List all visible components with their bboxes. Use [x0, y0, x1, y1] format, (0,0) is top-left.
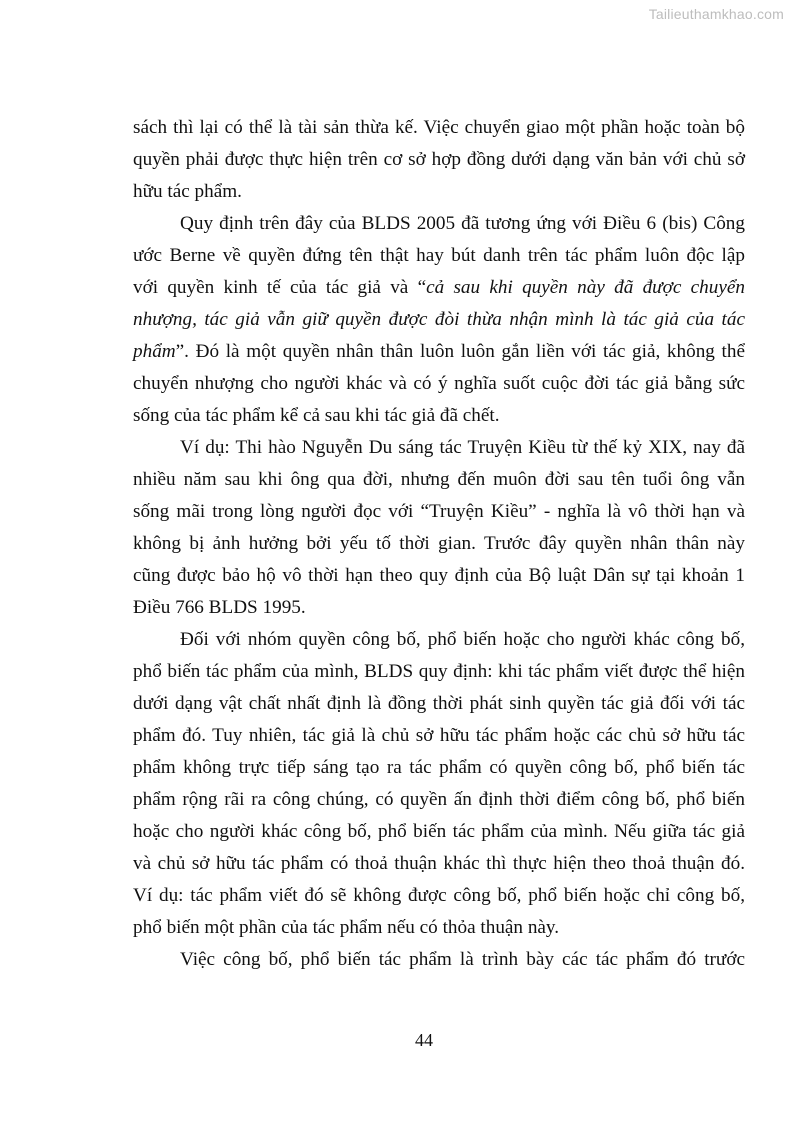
text-line: [133, 752, 745, 784]
text-segment: quyền phải được thực hiện trên cơ sở hợp đồng dưới dạng văn bản với chủ sở: [133, 149, 745, 170]
text-line: [133, 560, 745, 592]
text-line: [133, 464, 745, 496]
text-segment: Ví dụ: tác phẩm viết đó sẽ không được công bố, phổ biến hoặc chỉ công bố,: [133, 885, 745, 906]
text-line: [133, 272, 745, 304]
text-line: [133, 592, 745, 624]
text-line: [133, 656, 745, 688]
text-segment: Quy định trên đây của BLDS 2005 đã tương ứng với Điều 6 (bis) Công: [180, 213, 745, 234]
text-segment: và chủ sở hữu tác phẩm có thoả thuận khác thì thực hiện theo thoả thuận đó.: [133, 853, 745, 874]
paragraph: [133, 112, 745, 208]
text-segment: ”. Đó là một quyền nhân thân luôn luôn gắn liền với tác giả, không thể: [175, 341, 745, 362]
text-line: [133, 208, 745, 240]
text-line: [133, 304, 745, 336]
text-segment: dưới dạng vật chất nhất định là đồng thời phát sinh quyền tác giả đối với tác: [133, 693, 745, 714]
text-segment: Đối với nhóm quyền công bố, phổ biến hoặc cho người khác công bố,: [180, 629, 745, 650]
paragraph: [133, 944, 745, 976]
text-line: [133, 336, 745, 368]
text-line: [133, 496, 745, 528]
text-segment: phẩm đó. Tuy nhiên, tác giả là chủ sở hữu tác phẩm hoặc các chủ sở hữu tác: [133, 725, 745, 746]
text-segment: sống của tác phẩm kể cả sau khi tác giả đã chết.: [133, 405, 500, 426]
text-line: [133, 720, 745, 752]
text-segment: ước Berne về quyền đứng tên thật hay bút danh trên tác phẩm luôn độc lập: [133, 245, 745, 266]
text-segment: sách thì lại có thể là tài sản thừa kế. Việc chuyển giao một phần hoặc toàn bộ: [133, 117, 745, 138]
text-line: [133, 528, 745, 560]
text-segment: Ví dụ: Thi hào Nguyễn Du sáng tác Truyện Kiều từ thế kỷ XIX, nay đã: [180, 437, 745, 458]
paragraph: [133, 624, 745, 944]
text-line: [133, 624, 745, 656]
paragraph: [133, 208, 745, 432]
text-segment: nhiều năm sau khi ông qua đời, nhưng đến muôn đời sau tên tuổi ông vẫn: [133, 469, 745, 490]
text-segment: hữu tác phẩm.: [133, 181, 242, 202]
text-line: [133, 432, 745, 464]
text-line: [133, 400, 745, 432]
text-segment: phẩm rộng rãi ra công chúng, có quyền ấn định thời điểm công bố, phổ biến: [133, 789, 745, 810]
text-line: [133, 144, 745, 176]
paragraph: [133, 432, 745, 624]
text-line: [133, 784, 745, 816]
text-line: [133, 368, 745, 400]
watermark: Tailieuthamkhao.com: [648, 6, 784, 22]
text-segment: hoặc cho người khác công bố, phổ biến tác phẩm của mình. Nếu giữa tác giả: [133, 821, 745, 842]
text-line: [133, 688, 745, 720]
text-line: [133, 944, 745, 976]
italic-quote-text: phẩm: [133, 341, 176, 362]
italic-quote-text: nhượng, tác giả vẫn giữ quyền được đòi thừa nhận mình là tác giả của tác: [133, 309, 745, 330]
text-segment: với quyền kinh tế của tác giả và “: [133, 277, 427, 298]
text-line: [133, 240, 745, 272]
text-line: [133, 880, 745, 912]
text-segment: Việc công bố, phổ biến tác phẩm là trình bày các tác phẩm đó trước: [180, 949, 745, 970]
text-segment: phổ biến tác phẩm của mình, BLDS quy định: khi tác phẩm viết được thể hiện: [133, 661, 745, 682]
text-segment: phẩm không trực tiếp sáng tạo ra tác phẩm có quyền công bố, phổ biến tác: [133, 757, 745, 778]
text-segment: không bị ảnh hưởng bởi yếu tố thời gian. Trước đây quyền nhân thân này: [133, 533, 745, 554]
text-line: [133, 176, 745, 208]
text-line: [133, 816, 745, 848]
text-line: [133, 112, 745, 144]
text-segment: cũng được bảo hộ vô thời hạn theo quy định của Bộ luật Dân sự tại khoản 1: [133, 565, 745, 586]
text-line: [133, 848, 745, 880]
text-segment: sống mãi trong lòng người đọc với “Truyện Kiều” - nghĩa là vô thời hạn và: [133, 501, 745, 522]
document-body: [133, 112, 745, 976]
italic-quote-text: cả sau khi quyền này đã được chuyển: [426, 277, 745, 298]
text-segment: chuyển nhượng cho người khác và có ý nghĩa suốt cuộc đời tác giả bằng sức: [133, 373, 745, 394]
text-segment: Điều 766 BLDS 1995.: [133, 597, 306, 618]
text-line: [133, 912, 745, 944]
text-segment: phổ biến một phần của tác phẩm nếu có thỏa thuận này.: [133, 917, 560, 938]
page-number: 44: [415, 1030, 433, 1050]
